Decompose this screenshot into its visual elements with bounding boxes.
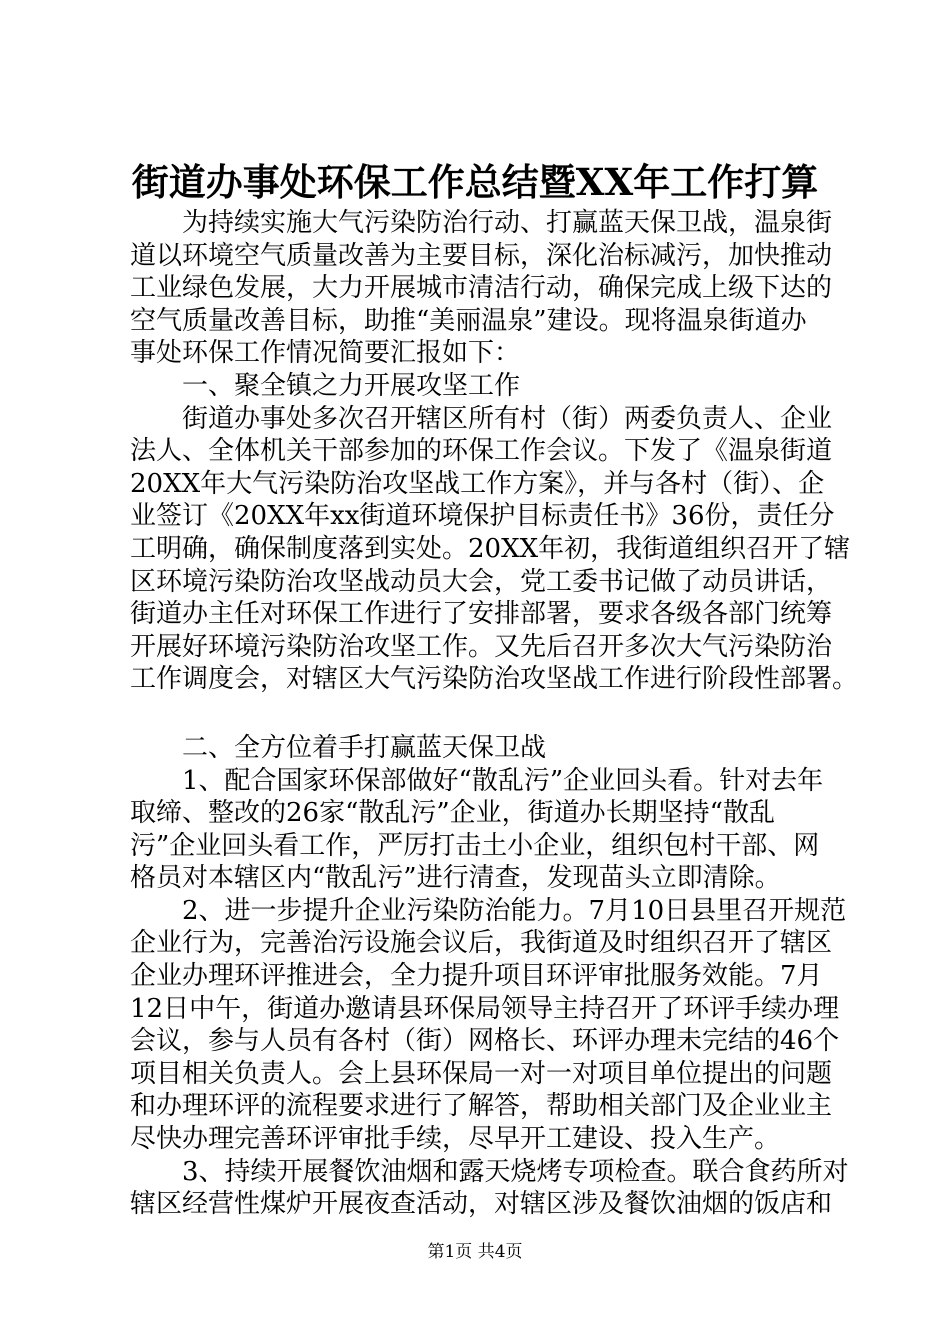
paragraph-line: 工明确，确保制度落到实处。20XX年初，我街道组织召开了辖 [130, 533, 851, 564]
paragraph-line: 企业行为，完善治污设施会议后，我街道及时组织召开了辖区 [130, 928, 833, 959]
paragraph-line: 工业绿色发展，大力开展城市清洁行动，确保完成上级下达的 [130, 273, 833, 304]
paragraph-line: 污”企业回头看工作，严厉打击土小企业，组织包村干部、网 [130, 830, 820, 861]
paragraph-line: 尽快办理完善环评审批手续，尽早开工建设、投入生产。 [130, 1124, 781, 1155]
paragraph-line: 工作调度会，对辖区大气污染防治攻坚战工作进行阶段性部署。 [130, 664, 859, 695]
paragraph-line: 和办理环评的流程要求进行了解答，帮助相关部门及企业业主 [130, 1091, 833, 1122]
paragraph-line: 20XX年大气污染防治攻坚战工作方案》，并与各村（街）、企 [130, 468, 825, 499]
paragraph-spacer [130, 696, 835, 732]
paragraph-line: 辖区经营性煤炉开展夜查活动，对辖区涉及餐饮油烟的饭店和 [130, 1189, 833, 1220]
paragraph-line: 业签订《20XX年xx街道环境保护目标责任书》36份，责任分 [130, 501, 835, 532]
page-footer: 第1页 共4页 [427, 1242, 523, 1262]
paragraph-line: 开展好环境污染防治攻坚工作。又先后召开多次大气污染防治 [130, 631, 833, 662]
paragraph-line: 街道办主任对环保工作进行了安排部署，要求各级各部门统筹 [130, 599, 833, 630]
section-heading: 一、聚全镇之力开展攻坚工作 [182, 370, 521, 401]
paragraph-line: 道以环境空气质量改善为主要目标，深化治标减污，加快推动 [130, 240, 833, 271]
document-body [130, 207, 859, 1221]
paragraph-line: 法人、全体机关干部参加的环保工作会议。下发了《温泉街道 [130, 436, 833, 467]
paragraph-line: 3、持续开展餐饮油烟和露天烧烤专项检查。联合食药所对 [182, 1156, 849, 1187]
paragraph-line: 取缔、整改的26家“散乱污”企业，街道办长期坚持“散乱 [130, 798, 775, 829]
paragraph-line: 项目相关负责人。会上县环保局一对一对项目单位提出的问题 [130, 1058, 833, 1089]
paragraph-line: 街道办事处多次召开辖区所有村（街）两委负责人、企业 [182, 403, 833, 434]
paragraph-line: 1、配合国家环保部做好“散乱污”企业回头看。针对去年 [182, 765, 824, 796]
paragraph-line: 为持续实施大气污染防治行动、打赢蓝天保卫战，温泉街 [182, 208, 833, 238]
paragraph-line: 企业办理环评推进会，全力提升项目环评审批服务效能。7月 [130, 961, 823, 992]
paragraph-line: 2、进一步提升企业污染防治能力。7月10日县里召开规范 [182, 895, 847, 926]
paragraph-line: 会议，参与人员有各村（街）网格长、环评办理未完结的46个 [130, 1026, 840, 1057]
document-title: 街道办事处环保工作总结暨XX年工作打算 [131, 160, 819, 204]
paragraph-line: 事处环保工作情况简要汇报如下： [130, 338, 521, 369]
paragraph-line: 空气质量改善目标，助推“美丽温泉”建设。现将温泉街道办 [130, 305, 807, 336]
paragraph-line: 12日中午，街道办邀请县环保局领导主持召开了环评手续办理 [130, 993, 840, 1024]
section-heading: 二、全方位着手打赢蓝天保卫战 [182, 732, 547, 763]
paragraph-line: 区环境污染防治攻坚战动员大会，党工委书记做了动员讲话， [130, 566, 833, 597]
paragraph-line: 格员对本辖区内“散乱污”进行清查，发现苗头立即清除。 [130, 863, 781, 894]
